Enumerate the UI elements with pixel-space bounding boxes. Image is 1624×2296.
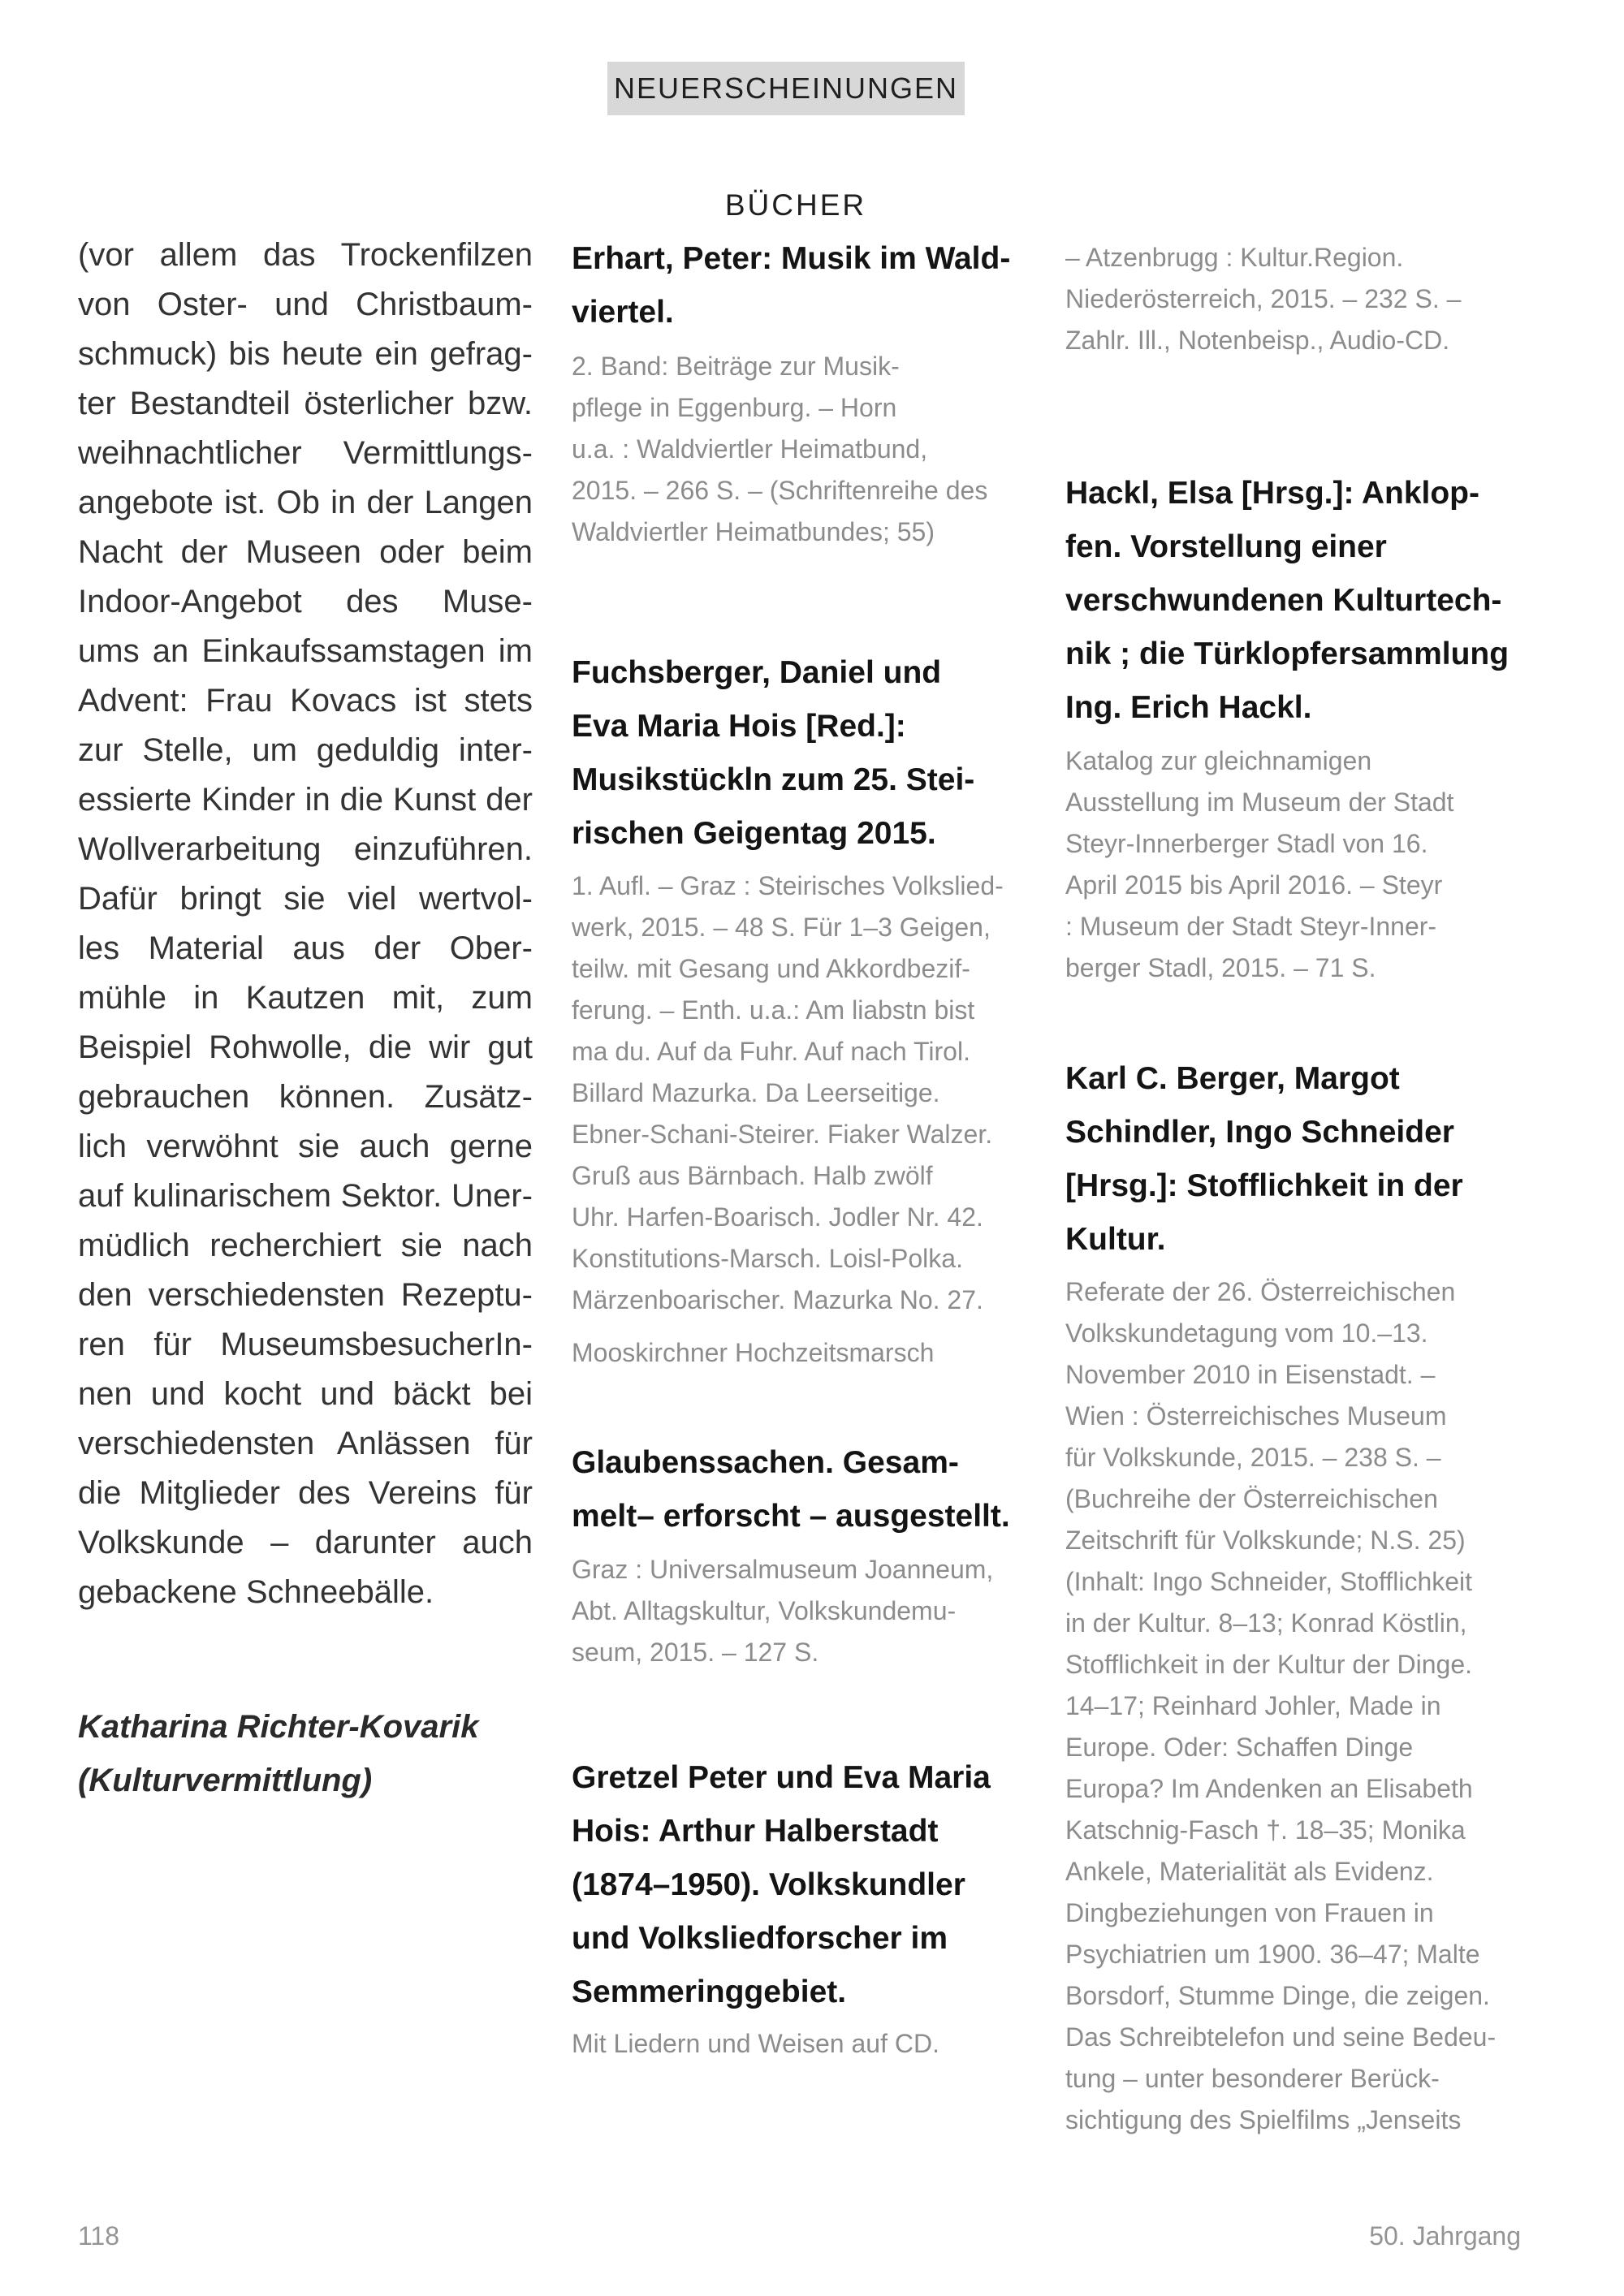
text-line: Hackl, Elsa [Hrsg.]: Anklop- xyxy=(1065,476,1479,511)
text-line: Waldviertler Heimatbundes; 55) xyxy=(572,517,935,546)
text-line: Steyr-Innerberger Stadl von 16. xyxy=(1065,829,1428,858)
text-line: Beispiel Rohwolle, die wir gut xyxy=(78,1029,533,1065)
text-line: weihnachtlicher Vermittlungs- xyxy=(78,435,533,471)
text-line: Uhr. Harfen-Boarisch. Jodler Nr. 42. xyxy=(572,1202,983,1232)
text-line: Wollverarbeitung einzuführen. xyxy=(78,831,533,867)
text-line: angebote ist. Ob in der Langen xyxy=(78,485,533,520)
entry-glaubenssachen-heading xyxy=(572,1436,1020,1543)
entry-glaubenssachen-details xyxy=(572,1549,1020,1673)
text-line: Stofflichkeit in der Kultur der Dinge. xyxy=(1065,1650,1472,1679)
text-line: Gretzel Peter und Eva Maria xyxy=(572,1760,991,1795)
text-line: von Oster- und Christbaum- xyxy=(78,287,533,322)
text-line: 14–17; Reinhard Johler, Made in xyxy=(1065,1691,1441,1720)
text-line: berger Stadl, 2015. – 71 S. xyxy=(1065,953,1376,982)
text-line: Dafür bringt sie viel wertvol- xyxy=(78,881,533,917)
text-line: Psychiatrien um 1900. 36–47; Malte xyxy=(1065,1940,1480,1969)
text-line: müdlich recherchiert sie nach xyxy=(78,1228,533,1263)
narrative-column xyxy=(78,231,533,1617)
text-line: ferung. – Enth. u.a.: Am liabstn bist xyxy=(572,995,975,1025)
entry-erhart-details xyxy=(572,346,1020,553)
text-line: verschwundenen Kulturtech- xyxy=(1065,583,1502,618)
text-line: Ankele, Materialität als Evidenz. xyxy=(1065,1857,1434,1886)
text-line: werk, 2015. – 48 S. Für 1–3 Geigen, xyxy=(572,913,991,942)
text-line: ums an Einkaufssamstagen im xyxy=(78,633,533,669)
text-line: lich verwöhnt sie auch gerne xyxy=(78,1129,533,1164)
text-line: seum, 2015. – 127 S. xyxy=(572,1638,819,1667)
entry-fuchsberger-heading xyxy=(572,646,1020,861)
text-line: Musikstückln zum 25. Stei- xyxy=(572,762,975,797)
text-line: zur Stelle, um geduldig inter- xyxy=(78,732,533,768)
text-line: April 2015 bis April 2016. – Steyr xyxy=(1065,870,1443,900)
page-number: 118 xyxy=(78,2221,120,2251)
text-line: Nacht der Museen oder beim xyxy=(78,534,533,570)
text-line: [Hrsg.]: Stofflichkeit in der xyxy=(1065,1168,1463,1203)
text-line: Katharina Richter-Kovarik xyxy=(78,1709,479,1745)
text-line: Semmeringgebiet. xyxy=(572,1974,847,2009)
text-line: essierte Kinder in die Kunst der xyxy=(78,782,533,818)
text-line: melt– erforscht – ausgestellt. xyxy=(572,1499,1010,1534)
text-line: für Volkskunde, 2015. – 238 S. – xyxy=(1065,1443,1441,1472)
text-line: – Atzenbrugg : Kultur.Region. xyxy=(1065,243,1404,272)
text-line: u.a. : Waldviertler Heimatbund, xyxy=(572,434,928,464)
text-line: Das Schreibtelefon und seine Bedeu- xyxy=(1065,2022,1497,2052)
text-line: nik ; die Türklopfersammlung xyxy=(1065,637,1510,671)
text-line: viertel. xyxy=(572,295,674,330)
entry-hackl-details xyxy=(1065,740,1521,989)
text-line: 2015. – 266 S. – (Schriftenreihe des xyxy=(572,476,988,505)
text-line: fen. Vorstellung einer xyxy=(1065,529,1387,564)
text-line: 2. Band: Beiträge zur Musik- xyxy=(572,352,900,381)
text-line: Ebner-Schani-Steirer. Fiaker Walzer. xyxy=(572,1120,993,1149)
text-line: Karl C. Berger, Margot xyxy=(1065,1061,1400,1096)
entry-berger-heading xyxy=(1065,1052,1521,1267)
text-line: Niederösterreich, 2015. – 232 S. – xyxy=(1065,284,1462,313)
text-line: Volkskunde – darunter auch xyxy=(78,1525,533,1560)
section-header-box xyxy=(607,62,965,115)
text-line: les Material aus der Ober- xyxy=(78,930,533,966)
text-line: November 2010 in Eisenstadt. – xyxy=(1065,1360,1436,1389)
entry-gretzel-continuation xyxy=(1065,237,1521,361)
text-line: Mit Liedern und Weisen auf CD. xyxy=(572,2029,939,2058)
text-line: Europa? Im Andenken an Elisabeth xyxy=(1065,1774,1473,1803)
text-line: auf kulinarischem Sektor. Uner- xyxy=(78,1178,533,1214)
text-line: (Buchreihe der Österreichischen xyxy=(1065,1484,1438,1513)
text-line: gebackene Schneebälle. xyxy=(78,1574,434,1610)
text-line: Konstitutions-Marsch. Loisl-Polka. xyxy=(572,1244,963,1273)
text-line: Indoor-Angebot des Muse- xyxy=(78,584,533,619)
text-line: 1. Aufl. – Graz : Steirisches Volkslied- xyxy=(572,871,1004,900)
text-line: sichtigung des Spielfilms „Jenseits xyxy=(1065,2105,1462,2134)
text-line: nen und kocht und bäckt bei xyxy=(78,1376,533,1412)
text-line: Zahlr. Ill., Notenbeisp., Audio-CD. xyxy=(1065,326,1450,355)
text-line: Borsdorf, Stumme Dinge, die zeigen. xyxy=(1065,1981,1490,2010)
entry-gretzel-details xyxy=(572,2023,1020,2065)
page-title: BÜCHER xyxy=(724,188,867,222)
text-line: Katschnig-Fasch †. 18–35; Monika xyxy=(1065,1815,1466,1845)
entry-fuchsberger-details xyxy=(572,865,1020,1374)
text-line: pflege in Eggenburg. – Horn xyxy=(572,393,897,422)
text-line: Europe. Oder: Schaffen Dinge xyxy=(1065,1733,1414,1762)
text-line: Ing. Erich Hackl. xyxy=(1065,690,1312,725)
author-signature xyxy=(78,1700,533,1807)
text-line: (vor allem das Trockenfilzen xyxy=(78,237,533,273)
text-line: Fuchsberger, Daniel und xyxy=(572,655,942,690)
text-line: Referate der 26. Österreichischen xyxy=(1065,1277,1456,1306)
text-line: Graz : Universalmuseum Joanneum, xyxy=(572,1555,994,1584)
text-line: ter Bestandteil österlicher bzw. xyxy=(78,386,533,421)
text-line: rischen Geigentag 2015. xyxy=(572,816,936,851)
text-line: die Mitglieder des Vereins für xyxy=(78,1475,533,1511)
text-line: Schindler, Ingo Schneider xyxy=(1065,1115,1454,1150)
entry-hackl-heading xyxy=(1065,467,1521,735)
text-line: Hois: Arthur Halberstadt xyxy=(572,1814,939,1849)
text-line: Volkskundetagung vom 10.–13. xyxy=(1065,1318,1428,1348)
text-line: verschiedensten Anlässen für xyxy=(78,1426,533,1461)
text-line: Wien : Österreichisches Museum xyxy=(1065,1401,1447,1431)
text-line: (1874–1950). Volkskundler xyxy=(572,1867,965,1902)
text-line: ma du. Auf da Fuhr. Auf nach Tirol. xyxy=(572,1037,970,1066)
text-line: teilw. mit Gesang und Akkordbezif- xyxy=(572,954,970,983)
text-line: Eva Maria Hois [Red.]: xyxy=(572,709,906,744)
section-header-label: NEUERSCHEINUNGEN xyxy=(613,71,959,105)
text-line: den verschiedensten Rezeptu- xyxy=(78,1277,533,1313)
text-line: Dingbeziehungen von Frauen in xyxy=(1065,1898,1434,1927)
entry-erhart-heading xyxy=(572,232,1020,339)
text-line: schmuck) bis heute ein gefrag- xyxy=(78,336,533,372)
text-line: Mooskirchner Hochzeitsmarsch xyxy=(572,1338,935,1367)
text-line: Gruß aus Bärnbach. Halb zwölf xyxy=(572,1161,933,1190)
text-line: Ausstellung im Museum der Stadt xyxy=(1065,788,1454,817)
text-line: Märzenboarischer. Mazurka No. 27. xyxy=(572,1285,983,1314)
entry-gretzel-heading xyxy=(572,1751,1020,2019)
text-line: Katalog zur gleichnamigen xyxy=(1065,746,1372,775)
text-line: Erhart, Peter: Musik im Wald- xyxy=(572,241,1011,276)
text-line: mühle in Kautzen mit, zum xyxy=(78,980,533,1016)
entry-berger-details xyxy=(1065,1271,1521,2141)
text-line: Glaubenssachen. Gesam- xyxy=(572,1445,959,1480)
text-line: (Kulturvermittlung) xyxy=(78,1763,373,1798)
text-line: und Volksliedforscher im xyxy=(572,1921,948,1956)
text-line: Kultur. xyxy=(1065,1222,1166,1257)
text-line: (Inhalt: Ingo Schneider, Stofflichkeit xyxy=(1065,1567,1473,1596)
text-line: : Museum der Stadt Steyr-Inner- xyxy=(1065,912,1437,941)
text-line: gebrauchen können. Zusätz- xyxy=(78,1079,533,1115)
text-line: tung – unter besonderer Berück- xyxy=(1065,2064,1440,2093)
text-line: in der Kultur. 8–13; Konrad Köstlin, xyxy=(1065,1608,1467,1638)
text-line: Abt. Alltagskultur, Volkskundemu- xyxy=(572,1596,957,1625)
text-line: Zeitschrift für Volkskunde; N.S. 25) xyxy=(1065,1526,1466,1555)
volume-label: 50. Jahrgang xyxy=(1369,2221,1521,2251)
text-line: Billard Mazurka. Da Leerseitige. xyxy=(572,1078,940,1107)
text-line: ren für MuseumsbesucherIn- xyxy=(78,1327,533,1362)
text-line: Advent: Frau Kovacs ist stets xyxy=(78,683,533,719)
